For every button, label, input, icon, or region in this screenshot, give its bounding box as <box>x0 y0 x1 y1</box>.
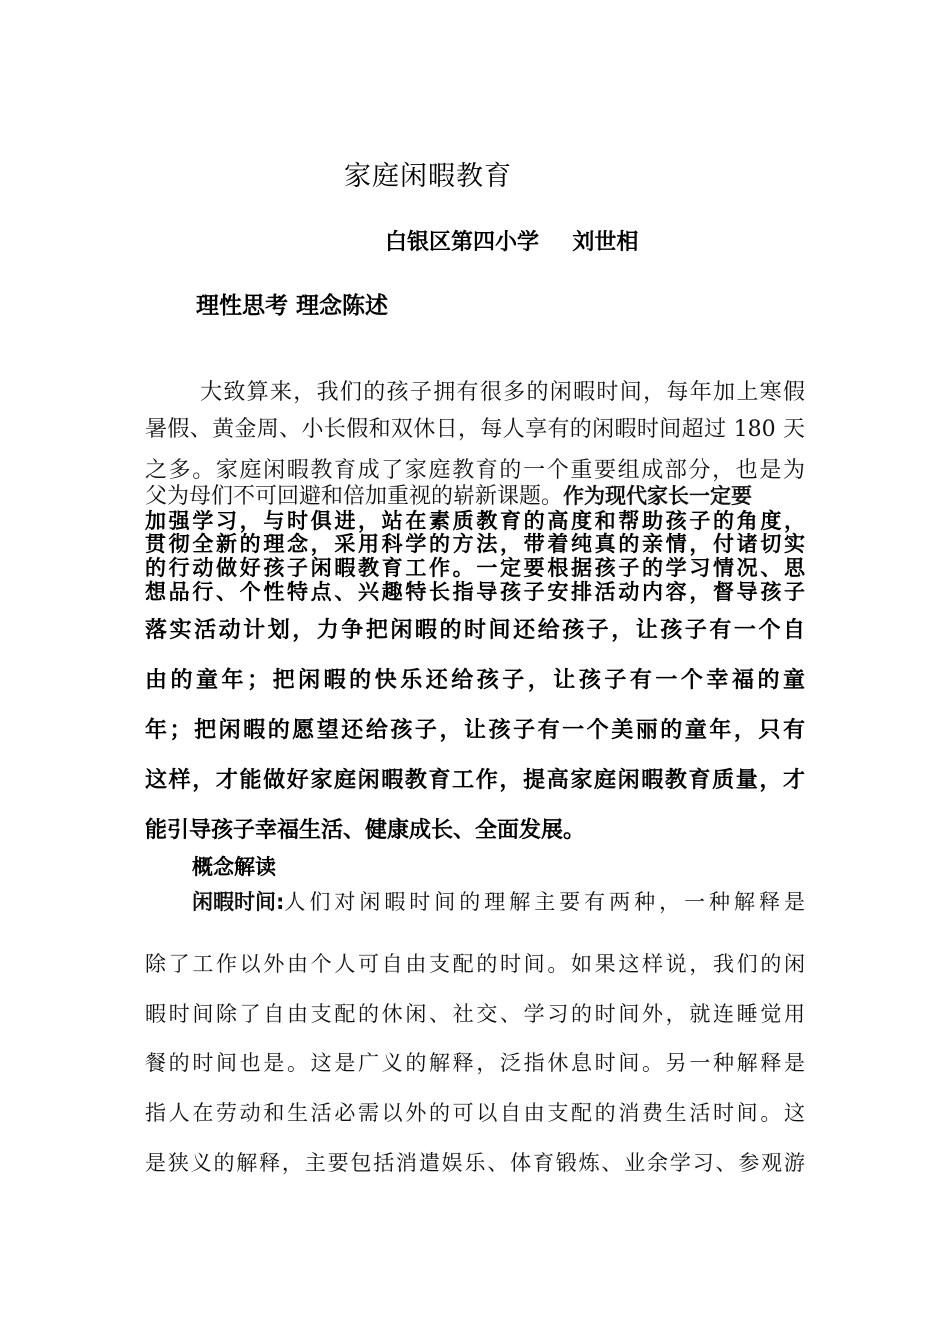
bold-paragraph-line: 由的童年；把闲暇的快乐还给孩子，让孩子有一个幸福的童 <box>145 668 805 693</box>
bold-paragraph-line: 这样，才能做好家庭闲暇教育工作，提高家庭闲暇教育质量，才 <box>145 768 805 793</box>
bold-paragraph-line: 能引导孩子幸福生活、健康成长、全面发展。 <box>145 818 586 843</box>
author-name: 刘世相 <box>572 230 639 255</box>
paragraph-line: 大致算来，我们的孩子拥有很多的闲暇时间，每年加上寒假 <box>200 380 805 405</box>
bold-paragraph-line: 的行动做好孩子闲暇教育工作。一定要根据孩子的学习情况、思 <box>145 556 805 580</box>
document-title: 家庭闲暇教育 <box>344 161 512 192</box>
paragraph-line: 是狭义的解释，主要包括消遣娱乐、体育锻炼、业余学习、参观游 <box>145 1151 805 1175</box>
bold-paragraph-line: 加强学习，与时俱进，站在素质教育的高度和帮助孩子的角度， <box>145 509 805 533</box>
term-line <box>192 886 805 916</box>
subheading: 概念解读 <box>192 855 276 879</box>
paragraph-line: 除了工作以外由个人可自由支配的时间。如果这样说，我们的闲 <box>145 952 805 976</box>
bold-paragraph-line: 贯彻全新的理念，采用科学的方法，带着纯真的亲情，付诸切实 <box>145 532 805 556</box>
paragraph-line: 指人在劳动和生活必需以外的可以自由支配的消费生活时间。这 <box>145 1101 805 1125</box>
bold-inline-text: 作为现代家长一定要 <box>563 484 753 508</box>
bold-paragraph-line: 想品行、个性特点、兴趣特长指导孩子安排活动内容，督导孩子 <box>145 580 805 604</box>
paragraph-line: 暇时间除了自由支配的休闲、社交、学习的时间外，就连睡觉用 <box>145 1002 805 1026</box>
term-first-line: 人们对闲暇时间的理解主要有两种，一种解释是 <box>284 890 805 914</box>
author-line <box>385 225 638 256</box>
term-label: 闲暇时间: <box>192 890 285 914</box>
intro-line-end: 父为母们不可回避和倍加重视的崭新课题。 <box>145 484 564 509</box>
author-school: 白银区第四小学 <box>385 230 540 255</box>
bold-paragraph-line: 年；把闲暇的愿望还给孩子，让孩子有一个美丽的童年，只有 <box>145 718 805 743</box>
bold-paragraph-line: 落实活动计划，力争把闲暇的时间还给孩子，让孩子有一个自 <box>145 618 805 643</box>
paragraph-line: 餐的时间也是。这是广义的解释，泛指休息时间。另一种解释是 <box>145 1051 805 1075</box>
section-heading: 理性思考 理念陈述 <box>196 293 389 319</box>
paragraph-line: 暑假、黄金周、小长假和双休日，每人享有的闲暇时间超过 180 天 <box>145 417 805 442</box>
paragraph-line: 之多。家庭闲暇教育成了家庭教育的一个重要组成部分，也是为 <box>145 458 805 483</box>
